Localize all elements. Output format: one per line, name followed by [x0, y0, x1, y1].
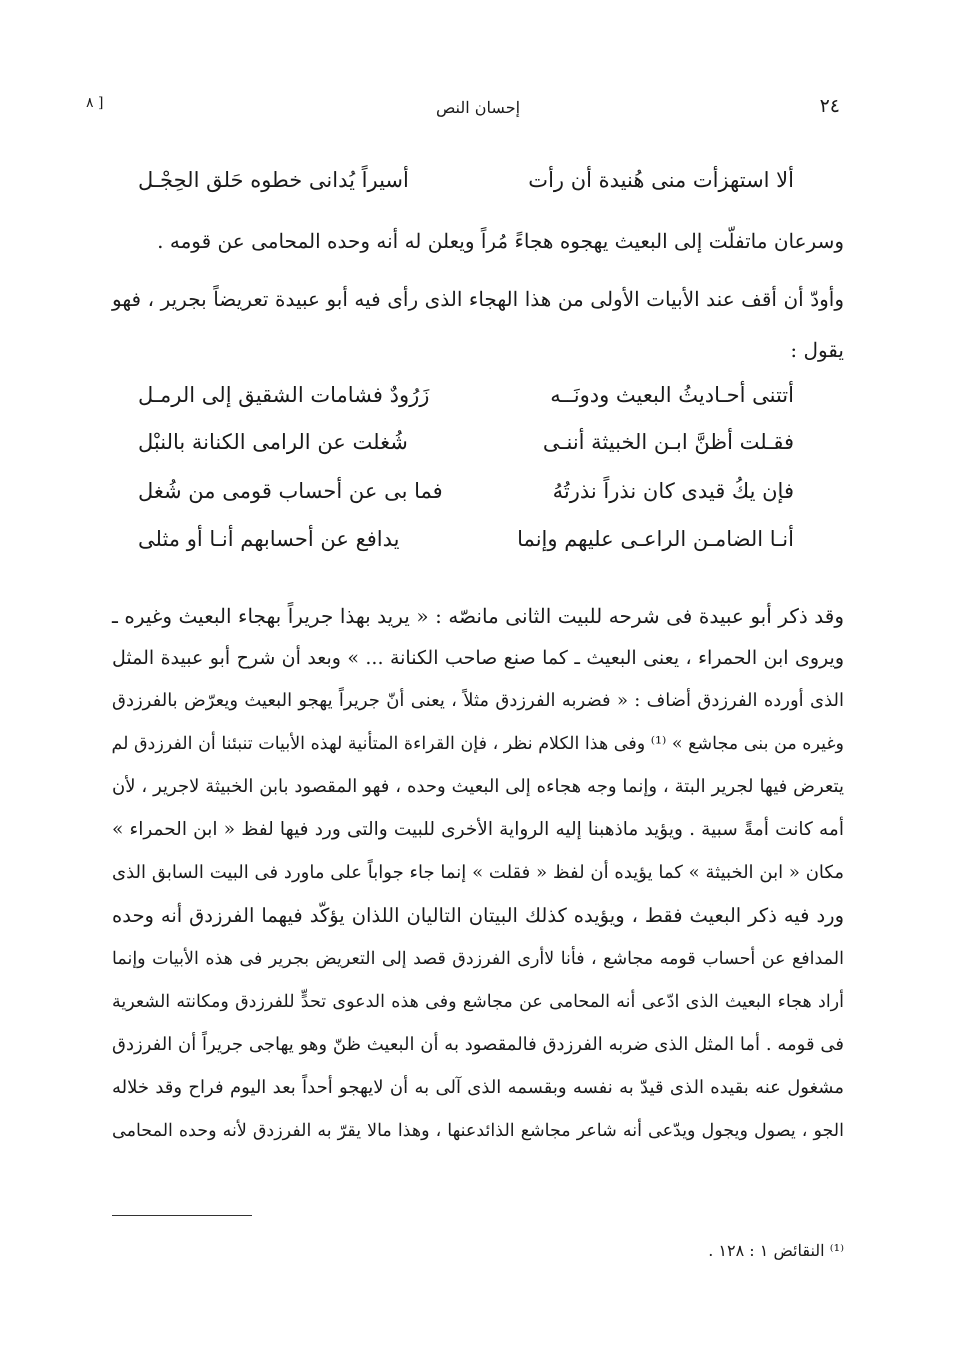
- body-line: وغيره من بنى مجاشع » ⁽¹⁾ وفى هذا الكلام نظر ، فإن القراءة المتأنية لهذه الأبيات تنبئنا أن الفرزدق لم: [111, 734, 844, 754]
- verse-first-hemistich: فقـلت أظنَّ ابـن الخبيثة أننـى: [542, 430, 794, 454]
- verse-second-hemistich: أسيراً يُدانى خطوه حَلق الحِجْـل: [138, 168, 409, 192]
- body-line: أراد هجاء البعيث الذى ادّعى أنه المحامى عن مجاشع وفى هذه الدعوى تحدٍّ للفرزدق ومكانته الشعرية: [112, 992, 844, 1012]
- body-line: ويروى ابن الحمراء ، يعنى البعيث ـ كما صنع صاحب الكنانة ... » وبعد أن شرح أبو عبيدة المثل: [112, 647, 844, 669]
- intro-line: وأودّ أن أقف عند الأبيات الأولى من هذا الهجاء الذى رأى فيه أبو عبيدة تعريضاً بجرير ، فهو: [112, 287, 844, 311]
- body-line: مكان « ابن الخبيثة » كما يؤيده أن لفظ « فقلت » إنما جاء جواباً على ماورد فى البيت السابق الذى: [112, 862, 844, 883]
- verse-second-hemistich: فما بى عن أحساب قومى من شُغل: [138, 479, 443, 503]
- verse-first-hemistich: أنـا الضامـن الراعـى عليهم وإنما: [517, 527, 794, 551]
- page-number: ٢٤: [819, 95, 840, 117]
- verse-second-hemistich: يدافع عن أحسابهم أنـا أو مثلى: [138, 527, 400, 551]
- body-line: الجو ، يصول ويجول ويدّعى أنه شاعر مجاشع الذائدعنها ، وهذا مالا يقرّ به الفرزدق لأنه وحده المحامى: [112, 1121, 844, 1141]
- body-line: وقد ذكر أبو عبيدة فى شرحه للبيت الثانى مانصّه : « يريد بهذا جريراً بهجاء البعيث وغيره ـ: [112, 604, 844, 628]
- body-line: أمه كانت أمةً سبية . ويؤيد ماذهبنا إليه الرواية الأخرى للبيت والتى ورد فيها لفظ « ابن الحمراء »: [112, 819, 844, 840]
- verse-first-hemistich: فإن يكُ قيدى كان نذراً نذرتُهُ: [552, 479, 794, 503]
- intro-line: وسرعان ماتفلّت إلى البعيث يهجوه هجاءً مُراً ويعلن له أنه وحده المحامى عن قومه .: [157, 229, 844, 253]
- body-line: ورد فيه ذكر البعيث فقط ، ويؤيده كذلك البيتان التاليان اللذان يؤكّد فيهما الفرزدق أنه وحده: [112, 904, 844, 927]
- verse-first-hemistich: أتتنى أحـاديثُ البعيث ودونَــه: [550, 383, 794, 407]
- footnote: ⁽¹⁾ النقائض ١ : ١٢٨ .: [708, 1241, 844, 1260]
- body-line: الذى أورده الفرزدق أضاف : « فضربه الفرزدق مثلاً ، يعنى أنّ جريراً يهجو البعيث ويعرّض بالفرزدق: [112, 690, 844, 711]
- verse-second-hemistich: زَرُودٌ فشامات الشقيق إلى الرمـل: [138, 383, 430, 407]
- body-line: المدافع عن أحساب قومه مجاشع ، فأنا لاأرى الفرزدق قصد إلى التعريض بجرير فى هذه الأبيات وإنما: [112, 949, 844, 969]
- body-line: مشغول عنه بقيده الذى قيدّ به نفسه وبقسمه الذى آلى به أن لايهجو أحداً بعد اليوم فراح وقد خلاله: [112, 1077, 844, 1098]
- verse-second-hemistich: شُغلت عن الرامى الكنانة بالنبْل: [138, 430, 408, 454]
- margin-mark: [ ٨: [86, 95, 104, 111]
- body-line: يتعرض فيها لجرير البتة ، وإنما وجه هجاءه إلى البعيث وحده ، فهو المقصود بابن الخبيثة لاجرير ، لأن: [112, 776, 844, 797]
- verse-first-hemistich: ألا استهزأت منى هُنيدة أن رأت: [528, 168, 794, 192]
- intro-line: يقول :: [790, 338, 844, 362]
- footnote-separator: [112, 1215, 252, 1216]
- body-line: فى قومه . أما المثل الذى ضربه الفرزدق فالمقصود به أن البعيث ظنّ وهو يهاجى جريراً أن الفرزدق: [112, 1034, 844, 1055]
- running-title: إحسان النص: [435, 98, 521, 117]
